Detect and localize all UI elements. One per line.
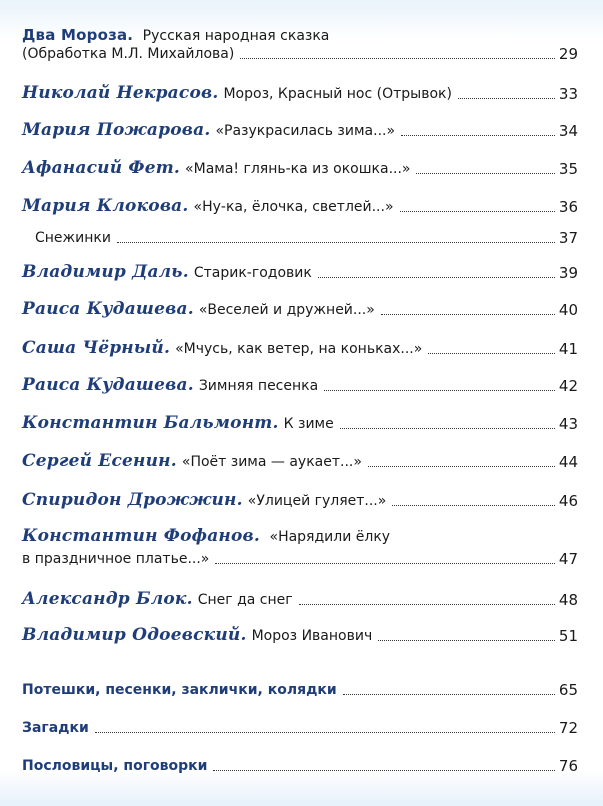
- toc-entry: [22, 491, 578, 510]
- toc-author: Константин Фофанов.: [22, 526, 261, 546]
- toc-entry: [22, 229, 578, 247]
- dot-leader: [213, 770, 554, 771]
- toc-author: Сергей Есенин.: [22, 451, 177, 471]
- toc-page-number: 37: [558, 229, 578, 247]
- toc-entry: [22, 527, 578, 568]
- toc-page-number: 65: [558, 681, 578, 699]
- dot-leader: [240, 58, 555, 59]
- toc-page-number: 39: [558, 264, 578, 282]
- section-title: Пословицы, поговорки: [22, 758, 208, 774]
- toc-author: Мария Пожарова.: [22, 120, 211, 140]
- toc-title-line2: (Обработка М.Л. Михайлова): [22, 46, 235, 62]
- toc-page-number: 76: [558, 757, 578, 775]
- toc-page-number: 36: [558, 198, 578, 216]
- toc-entry: [22, 121, 578, 140]
- toc-page-number: 72: [558, 719, 578, 737]
- toc-entry: [22, 339, 578, 358]
- toc-title: «Разукрасилась зима...»: [215, 123, 396, 139]
- dot-leader: [117, 242, 555, 243]
- toc-entry: [22, 159, 578, 178]
- toc-title: «Ну-ка, ёлочка, светлей...»: [193, 199, 394, 215]
- dot-leader: [400, 211, 555, 212]
- dot-leader: [378, 640, 555, 641]
- toc-title: Мороз, Красный нос (Отрывок): [223, 86, 452, 102]
- dot-leader: [95, 732, 555, 733]
- toc-page-number: 44: [558, 453, 578, 471]
- toc-page-number: 40: [558, 301, 578, 319]
- dot-leader: [428, 353, 555, 354]
- dot-leader: [416, 173, 554, 174]
- dot-leader: [458, 98, 555, 99]
- toc-entry: [22, 452, 578, 471]
- toc-page-number: 35: [558, 160, 578, 178]
- toc-title: «Мама! глянь-ка из окошка...»: [185, 161, 411, 177]
- toc-page-number: 41: [558, 340, 578, 358]
- toc-page-number: 51: [558, 627, 578, 645]
- toc-author: Афанасий Фет.: [22, 158, 181, 178]
- toc-title: «Улицей гуляет...»: [247, 493, 387, 509]
- dot-leader: [343, 694, 555, 695]
- dot-leader: [299, 604, 555, 605]
- toc-author: Константин Бальмонт.: [22, 413, 279, 433]
- toc-page-number: 42: [558, 377, 578, 395]
- dot-leader: [324, 390, 555, 391]
- toc-page-number: 46: [558, 492, 578, 510]
- toc-section: [22, 681, 578, 699]
- dot-leader: [215, 563, 555, 564]
- toc-title: Русская народная сказка: [142, 28, 330, 44]
- section-title: Потешки, песенки, заклички, колядки: [22, 682, 337, 698]
- toc-title-line2: в праздничное платье...»: [22, 551, 210, 567]
- toc-title: К зиме: [283, 416, 334, 432]
- toc-section: [22, 719, 578, 737]
- toc-entry: [22, 300, 578, 319]
- dot-leader: [381, 314, 555, 315]
- toc-entry: [22, 414, 578, 433]
- toc-title: Мороз Иванович: [251, 628, 373, 644]
- dot-leader: [340, 428, 555, 429]
- toc-title: Снег да снег: [197, 592, 293, 608]
- toc-page-number: 43: [558, 415, 578, 433]
- toc-author: Александр Блок.: [22, 589, 193, 609]
- toc-author: Владимир Даль.: [22, 262, 189, 282]
- toc-entry: [22, 626, 578, 645]
- dot-leader: [368, 466, 555, 467]
- toc-author: Мария Клокова.: [22, 196, 189, 216]
- toc-author: Николай Некрасов.: [22, 83, 219, 103]
- toc-entry: [22, 590, 578, 609]
- toc-page-number: 34: [558, 122, 578, 140]
- dot-leader: [401, 135, 555, 136]
- toc-entry: [22, 84, 578, 103]
- toc-entry: [22, 376, 578, 395]
- toc-page-number: 48: [558, 591, 578, 609]
- toc-title: «Мчусь, как ветер, на коньках...»: [175, 341, 423, 357]
- toc-author: Спиридон Дрожжин.: [22, 490, 243, 510]
- toc-title: «Поёт зима — аукает...»: [181, 454, 362, 470]
- toc-entry: [22, 26, 578, 63]
- toc-page-number: 29: [558, 45, 578, 63]
- toc-author: Раиса Кудашева.: [22, 299, 194, 319]
- toc-page-number: 33: [558, 85, 578, 103]
- section-title: Загадки: [22, 720, 89, 736]
- toc-title: «Нарядили ёлку: [269, 529, 391, 545]
- toc-author: Раиса Кудашева.: [22, 375, 194, 395]
- toc-title: «Веселей и дружней...»: [198, 302, 375, 318]
- dot-leader: [392, 505, 555, 506]
- toc-section: [22, 757, 578, 775]
- toc-title: Зимняя песенка: [198, 378, 319, 394]
- toc-page-number: 47: [558, 550, 578, 568]
- toc-entry: [22, 197, 578, 216]
- toc-title: Снежинки: [35, 230, 111, 246]
- toc-author: Саша Чёрный.: [22, 338, 171, 358]
- toc-title: Старик-годовик: [193, 265, 312, 281]
- dot-leader: [318, 277, 555, 278]
- toc-author: Владимир Одоевский.: [22, 625, 247, 645]
- toc-author: Два Мороза.: [22, 26, 134, 44]
- toc-entry: [22, 263, 578, 282]
